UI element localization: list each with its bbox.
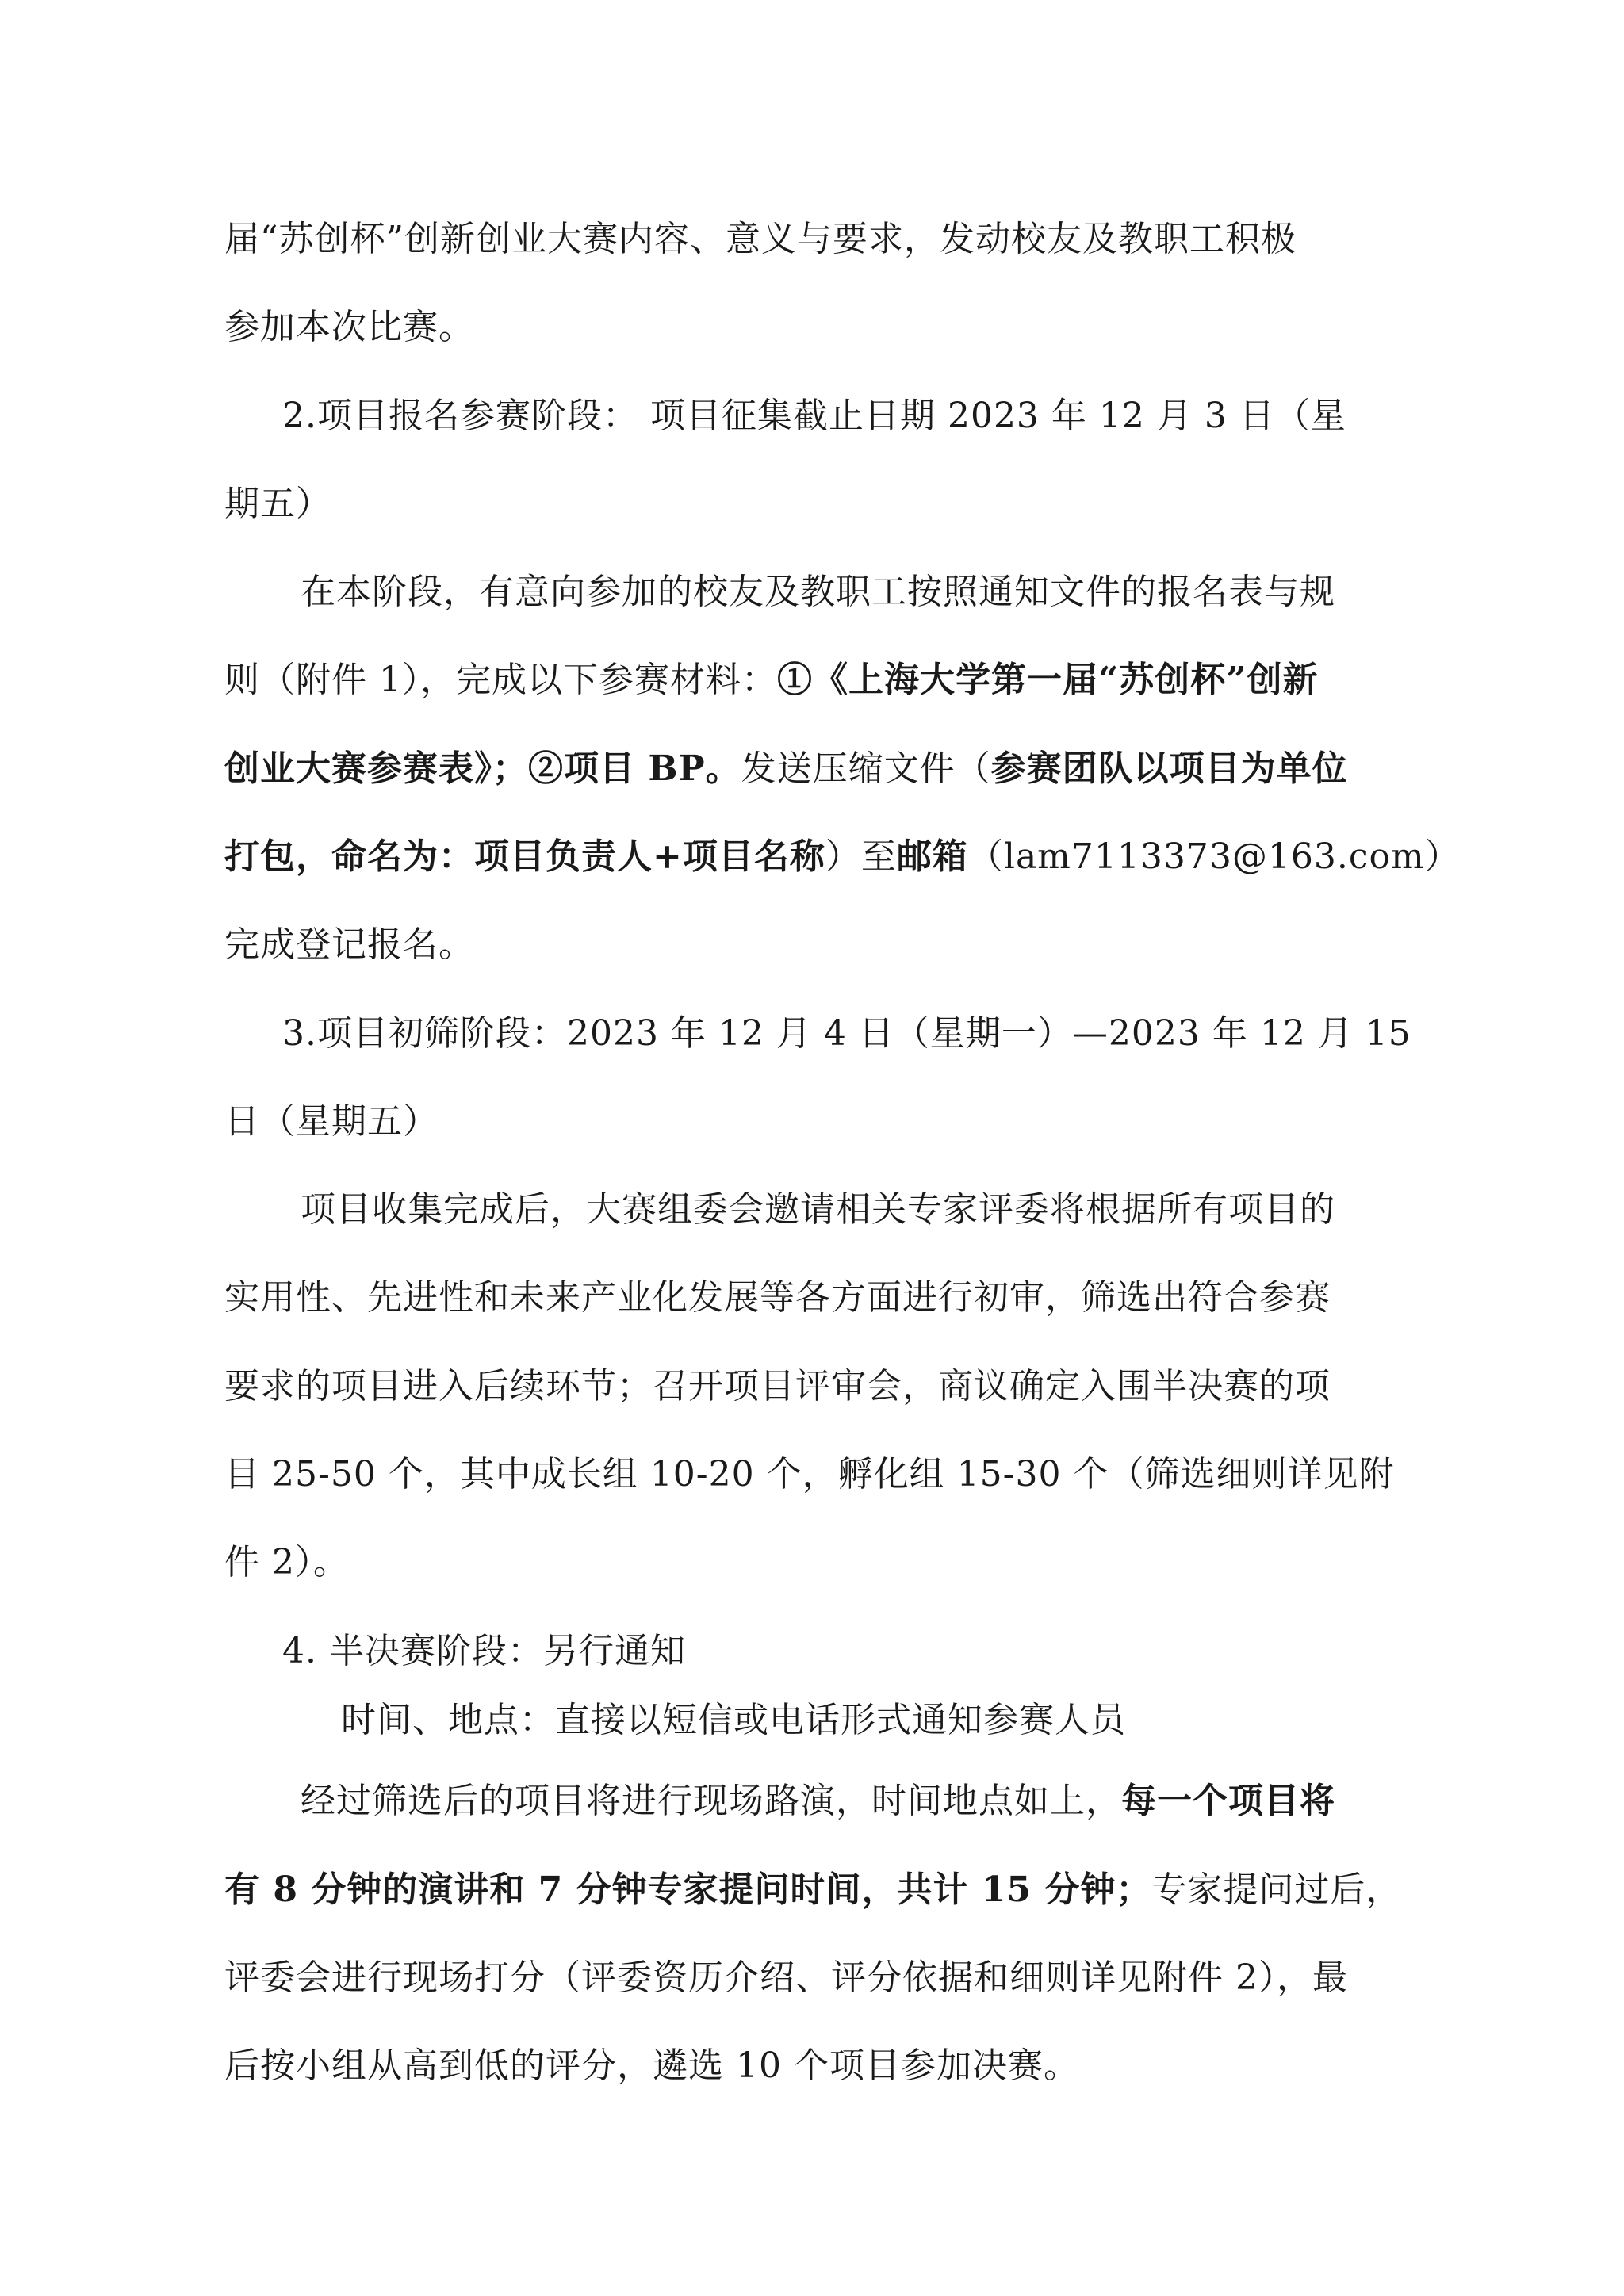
paragraph-line bbox=[224, 1954, 1348, 2002]
paragraph-line bbox=[224, 2042, 1079, 2090]
bold-text: 每一个项目将 bbox=[1121, 1781, 1335, 1821]
bold-text: 参赛团队以项目为单位 bbox=[990, 748, 1348, 789]
paragraph-line bbox=[224, 480, 331, 528]
line-text: 期五） bbox=[224, 484, 331, 524]
section-heading bbox=[282, 1010, 1411, 1058]
line-text: 后按小组从高到低的评分，遴选 10 个项目参加决赛。 bbox=[224, 2045, 1079, 2086]
line-text: 评委会进行现场打分（评委资历介绍、评分依据和细则详见附件 2），最 bbox=[224, 1957, 1348, 1998]
paragraph-line bbox=[224, 745, 1348, 793]
paragraph-line bbox=[224, 1451, 1394, 1498]
bold-text: 打包，命名为：项目负责人+项目名称 bbox=[224, 836, 825, 877]
section-heading bbox=[282, 392, 1346, 440]
line-text: 项目收集完成后，大赛组委会邀请相关专家评委将根据所有项目的 bbox=[301, 1189, 1335, 1230]
email-text: （lam7113373@163.com） bbox=[967, 836, 1461, 877]
line-text: 发送压缩文件（ bbox=[741, 748, 991, 789]
line-text: 完成登记报名。 bbox=[224, 924, 474, 965]
line-text: 专家提问过后， bbox=[1151, 1869, 1402, 1910]
paragraph-line bbox=[301, 1777, 1335, 1825]
paragraph-line bbox=[224, 656, 1319, 704]
line-text: 件 2）。 bbox=[224, 1542, 349, 1582]
line-text: ）至 bbox=[825, 836, 897, 877]
paragraph-line bbox=[224, 304, 474, 351]
line-text: 日（星期五） bbox=[224, 1101, 439, 1142]
line-text: 3.项目初筛阶段：2023 年 12 月 4 日（星期一）—2023 年 12 月 15 bbox=[282, 1013, 1411, 1054]
line-text: 在本阶段，有意向参加的校友及教职工按照通知文件的报名表与规 bbox=[301, 572, 1335, 612]
paragraph-line bbox=[224, 1866, 1401, 1914]
bold-text: 创业大赛参赛表》；②项目 BP。 bbox=[224, 748, 741, 789]
paragraph-line bbox=[301, 568, 1335, 616]
line-text: 参加本次比赛。 bbox=[224, 307, 474, 347]
paragraph-line bbox=[224, 1363, 1331, 1410]
bold-text: 邮箱 bbox=[896, 836, 968, 877]
line-text: 经过筛选后的项目将进行现场路演，时间地点如上， bbox=[301, 1781, 1121, 1821]
paragraph-line bbox=[224, 1539, 349, 1586]
paragraph-line bbox=[224, 1098, 439, 1146]
line-text: 4. 半决赛阶段：另行通知 bbox=[282, 1631, 686, 1671]
section-heading bbox=[282, 1628, 686, 1675]
line-text: 实用性、先进性和未来产业化发展等各方面进行初审，筛选出符合参赛 bbox=[224, 1277, 1331, 1318]
line-text: 目 25-50 个，其中成长组 10-20 个，孵化组 15-30 个（筛选细则详见附 bbox=[224, 1454, 1395, 1494]
paragraph-line bbox=[224, 216, 1297, 263]
line-text: 要求的项目进入后续环节；召开项目评审会，商议确定入围半决赛的项 bbox=[224, 1366, 1331, 1406]
line-text: 2.项目报名参赛阶段： 项目征集截止日期 2023 年 12 月 3 日（星 bbox=[282, 396, 1346, 436]
line-text: 时间、地点：直接以短信或电话形式通知参赛人员 bbox=[341, 1700, 1126, 1740]
bold-text: ①《上海大学第一届“苏创杯”创新 bbox=[776, 660, 1319, 700]
line-text: 届“苏创杯”创新创业大赛内容、意义与要求，发动校友及教职工积极 bbox=[224, 219, 1297, 259]
paragraph-line bbox=[224, 833, 1461, 881]
bold-text: 有 8 分钟的演讲和 7 分钟专家提问时间，共计 15 分钟； bbox=[224, 1869, 1152, 1910]
paragraph-line bbox=[301, 1186, 1335, 1234]
paragraph-line bbox=[224, 921, 474, 969]
line-text: 则（附件 1），完成以下参赛材料： bbox=[224, 660, 777, 700]
paragraph-line bbox=[224, 1274, 1331, 1322]
paragraph-line bbox=[341, 1697, 1126, 1744]
